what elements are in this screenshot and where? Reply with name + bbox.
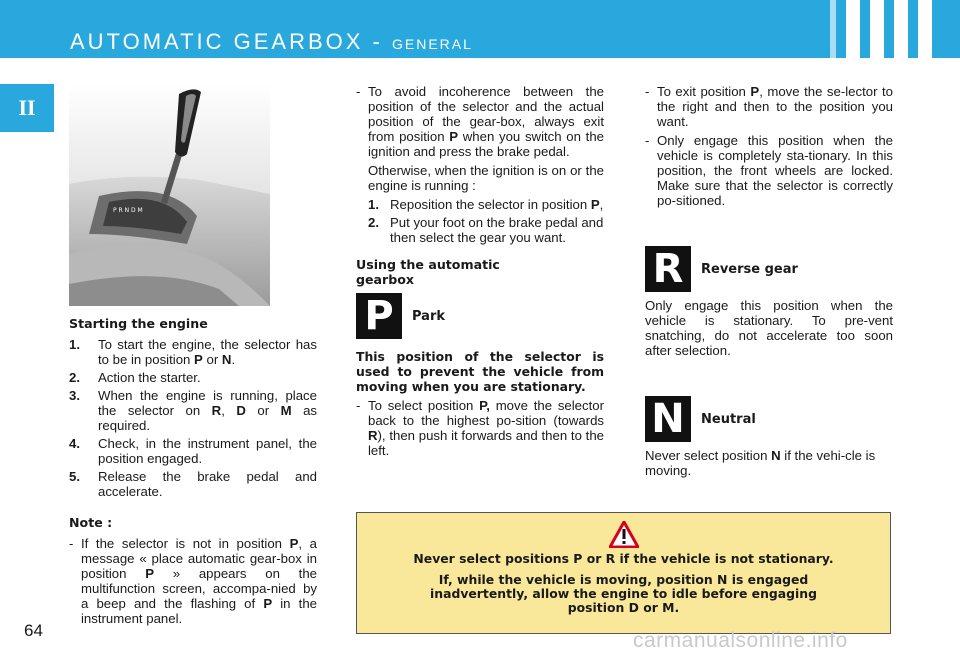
park-description: This position of the selector is used to prevent the vehicle from moving when you are stationary. — [356, 349, 604, 394]
neutral-row — [645, 396, 893, 442]
list-item: 1. To start the engine, the selector has to be in position P or N. — [69, 337, 317, 367]
engage-item: - Only engage this position when the vehicle is completely sta-tionary. In this position, the front wheels are locked. Make sure that the selector is correctly po-sitioned. — [645, 133, 893, 208]
chapter-tab: II — [0, 84, 54, 132]
starting-heading: Starting the engine — [69, 316, 208, 331]
incoherence-item: - To avoid incoherence between the position of the selector and the actual position of the gear-box, always exit from position P when you switch on the ignition and press the brake pedal. — [356, 84, 604, 159]
reverse-description: Only engage this position when the vehicle is stationary. To pre-vent snatching, do not accelerate too soon after selection. — [645, 298, 893, 358]
note-heading: Note : — [69, 515, 113, 530]
gear-selector-photo — [69, 84, 270, 306]
list-item: 4. Check, in the instrument panel, the position engaged. — [69, 436, 317, 466]
warning-triangle-icon — [609, 521, 639, 548]
park-label: Park — [412, 308, 446, 324]
gate-letters: P R N D M — [113, 207, 143, 214]
reverse-label: Reverse gear — [701, 261, 798, 277]
page-title-main: AUTOMATIC GEARBOX - — [70, 29, 392, 54]
middle-column — [356, 84, 604, 462]
warning-box — [356, 512, 891, 634]
list-item: 2. Action the starter. — [69, 370, 201, 385]
warning-line-1: Never select positions P or R if the vehicle is not stationary. — [413, 551, 834, 566]
park-p-icon: P — [356, 293, 402, 339]
neutral-label: Neutral — [701, 411, 756, 427]
page-header — [0, 0, 960, 58]
neutral-description: Never select position N if the vehi-cle is moving. — [645, 448, 876, 478]
list-item: 1. Reposition the selector in position P, — [368, 197, 604, 212]
page-number: 64 — [24, 621, 43, 640]
reverse-r-icon: R — [645, 246, 691, 292]
using-heading: Using the automatic gearbox — [356, 257, 500, 287]
neutral-n-icon: N — [645, 396, 691, 442]
page-title-sub: GENERAL — [392, 36, 473, 52]
list-item: 2. Put your foot on the brake pedal and then select the gear you want. — [368, 215, 604, 245]
header-stripes — [830, 0, 932, 58]
right-column — [645, 84, 893, 482]
park-row — [356, 293, 604, 339]
list-item: 3. When the engine is running, place the selector on R, D or M as required. — [69, 388, 318, 433]
watermark: carmanualsonline.info — [633, 629, 848, 652]
list-item: 5. Release the brake pedal and accelerate. — [69, 469, 317, 499]
reverse-row — [645, 246, 893, 292]
starting-section — [69, 316, 317, 630]
exit-item: - To exit position P, move the se-lector to the right and then to the position you want. — [645, 84, 893, 129]
note-item: - If the selector is not in position P, a message « place automatic gear-box in position P » appears on the multifunction screen, accompa-nied by a beep and the flashing of P in the instrument panel. — [69, 536, 317, 626]
warning-line-2: If, while the vehicle is moving, position N is engaged inadvertently, allow the engine to idle before engaging position D or M. — [430, 572, 817, 615]
select-park-item: - To select position P, move the selector back to the highest po-sition (towards R), then push it forwards and then to the left. — [356, 398, 604, 458]
page-title — [70, 29, 473, 55]
otherwise-text: Otherwise, when the ignition is on or the engine is running : — [368, 163, 604, 193]
